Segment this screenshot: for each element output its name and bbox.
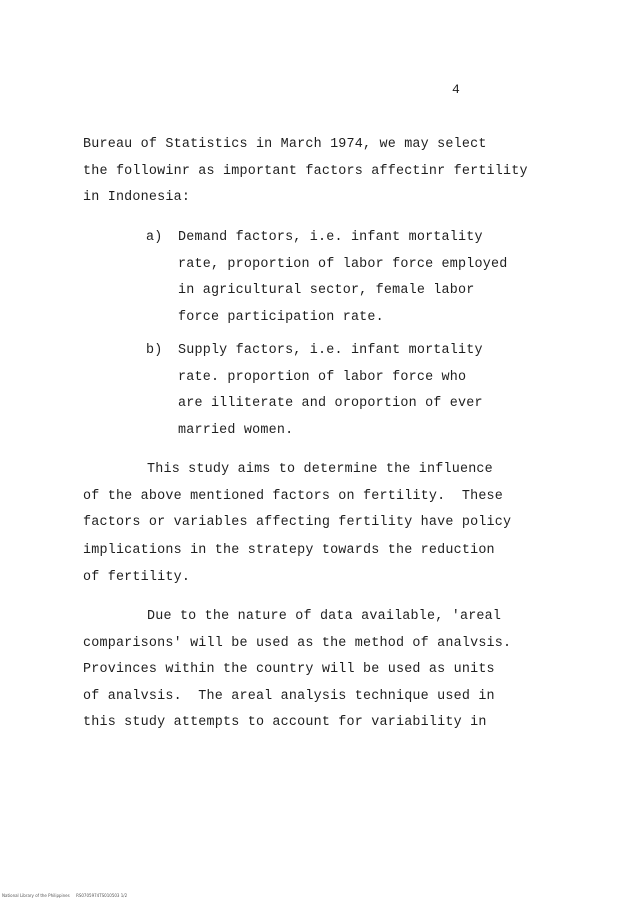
paragraph-line: Due to the nature of data available, 'areal	[147, 609, 502, 624]
paragraph-line: This study aims to determine the influence	[147, 462, 493, 477]
paragraph-line: Provinces within the country will be used as units	[83, 662, 495, 677]
list-item-b-line: rate. proportion of labor force who	[178, 370, 467, 385]
list-item-a-line: rate, proportion of labor force employed	[178, 257, 508, 272]
text-line: Bureau of Statistics in March 1974, we may select	[83, 137, 487, 152]
page-number: 4	[452, 82, 460, 97]
paragraph-line: comparisons' will be used as the method of analvsis.	[83, 636, 512, 651]
paragraph-line: implications in the stratepy towards the reduction	[83, 543, 495, 558]
list-item-a-line: force participation rate.	[178, 310, 384, 325]
list-item-b-line: Supply factors, i.e. infant mortality	[178, 343, 483, 358]
paragraph-line: this study attempts to account for variability in	[83, 715, 487, 730]
list-item-b-line: are illiterate and oroportion of ever	[178, 396, 483, 411]
text-line: in Indonesia:	[83, 190, 191, 205]
list-marker-a: a)	[146, 230, 163, 245]
paragraph-line: factors or variables affecting fertility have policy	[83, 515, 512, 530]
paragraph-line: of analvsis. The areal analysis technique used in	[83, 689, 495, 704]
paragraph-line: of fertility.	[83, 570, 191, 585]
paragraph-line: of the above mentioned factors on fertility. These	[83, 489, 504, 504]
list-marker-b: b)	[146, 343, 163, 358]
text-line: the followinr as important factors affectinr fertility	[83, 164, 528, 179]
list-item-b-line: married women.	[178, 423, 294, 438]
scan-footer: National Library of the Philippines RS0705974TS010503 1/2	[2, 893, 128, 898]
list-item-a-line: Demand factors, i.e. infant mortality	[178, 230, 483, 245]
list-item-a-line: in agricultural sector, female labor	[178, 283, 475, 298]
